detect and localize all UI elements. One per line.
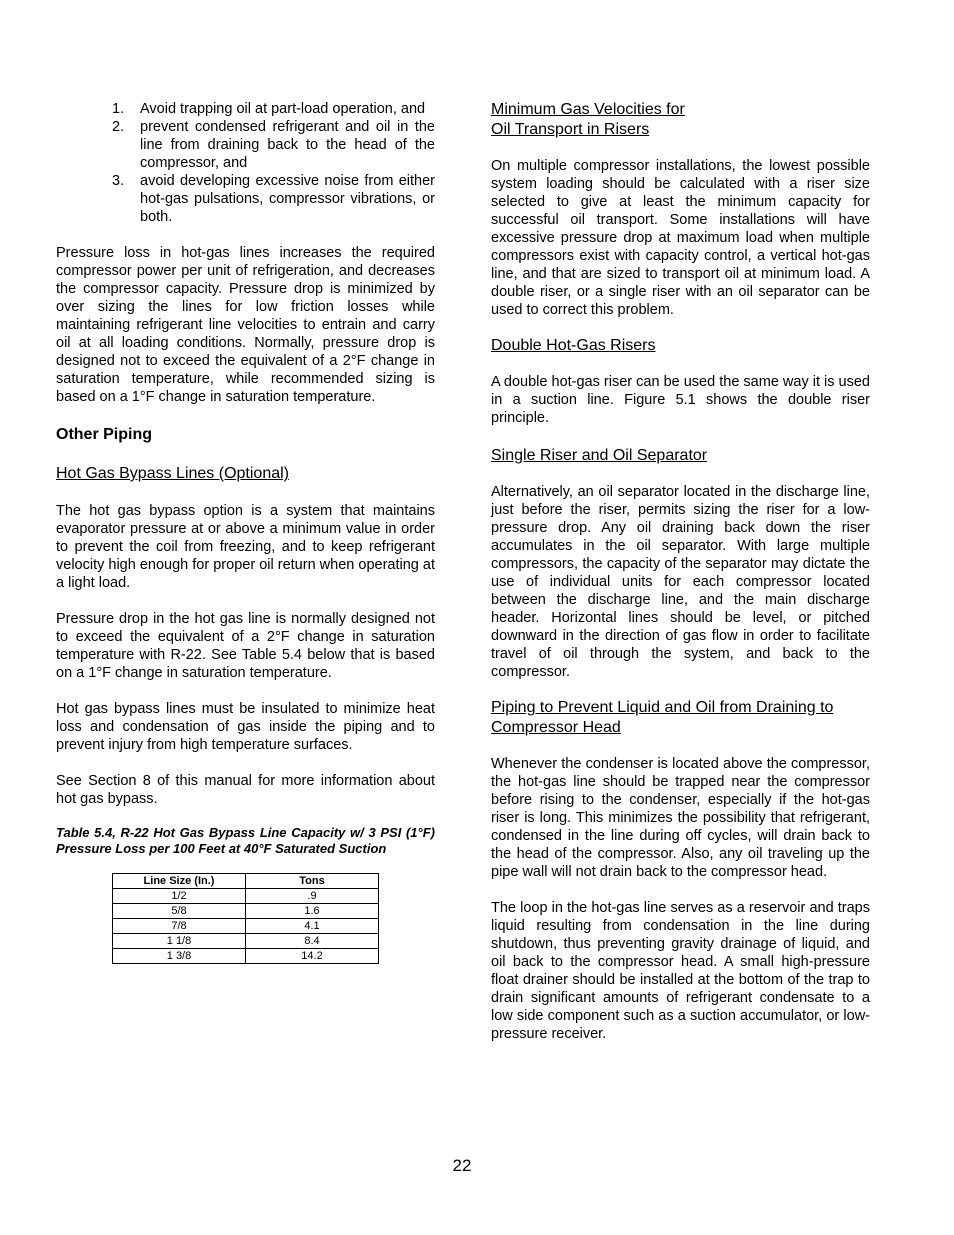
cell-line-size: 1 1/8	[113, 934, 246, 949]
cell-line-size: 7/8	[113, 919, 246, 934]
paragraph-pressure-loss: Pressure loss in hot-gas lines increases the required compressor power per unit of refrigeration, and decreases the compressor capacity. Pressure drop is minimized by over sizing the lines for low friction losses while maintaining refrigerant line velocities to entrain and carry oil at all loading conditions. Normally, pressure drop is designed not to exceed the equivalent of a 2°F change in saturation temperature, while recommended sizing is based on a 1°F change in saturation temperature.	[56, 245, 435, 405]
paragraph-velocities: On multiple compressor installations, the lowest possible system loading should be calculated with a riser size selected to give at least the minimum capacity for successful oil transport. Some installations will have excessive pressure drop at maximum load when multiple compressors exist with capacity control, a vertical hot-gas line, and that are sized to transport oil at minimum load. A double riser, or a single riser with an oil separator can be used to correct this problem.	[491, 158, 870, 318]
right-column	[491, 100, 870, 1043]
paragraph-prevent-2: The loop in the hot-gas line serves as a reservoir and traps liquid resulting from condensation in the line during shutdown, thus preventing gravity drainage of liquid, and oil back to the compressor head. A small high-pressure float drainer should be installed at the bottom of the trap to drain significant amounts of refrigerant condensate to a low side component such as a suction accumulator, or low-pressure receiver.	[491, 900, 870, 1042]
cell-line-size: 1/2	[113, 889, 246, 904]
list-text: prevent condensed refrigerant and oil in the line from draining back to the head of the compressor, and	[140, 119, 435, 171]
paragraph-bypass-3: Hot gas bypass lines must be insulated to minimize heat loss and condensation of gas inside the piping and to prevent injury from high temperature surfaces.	[56, 701, 435, 753]
list-text: Avoid trapping oil at part-load operation, and	[140, 101, 426, 117]
cell-line-size: 5/8	[113, 904, 246, 919]
subheading-gas-velocities	[491, 100, 870, 140]
list-item	[56, 100, 435, 118]
list-number: 1.	[112, 101, 125, 117]
subheading-single-riser: Single Riser and Oil Separator	[491, 447, 708, 464]
table-row	[113, 919, 379, 934]
paragraph-double-risers: A double hot-gas riser can be used the same way it is used in a suction line. Figure 5.1 shows the double riser principle.	[491, 374, 870, 426]
table-row	[113, 934, 379, 949]
paragraph-single-riser: Alternatively, an oil separator located in the discharge line, just before the riser, permits sizing the riser for a low-pressure drop. Any oil draining back down the riser accumulates in the oil separator. With large multiple compressors, the capacity of the separator may dictate the use of individual units for each compressor located between the discharge line, and the main discharge header. Horizontal lines should be level, or pitched downward in the direction of gas flow in order to facilitate travel of oil through the system, and back to the compressor.	[491, 484, 870, 680]
column-header: Tons	[246, 874, 379, 889]
list-number: 2.	[112, 119, 125, 135]
table-caption: Table 5.4, R-22 Hot Gas Bypass Line Capacity w/ 3 PSI (1°F) Pressure Loss per 100 Feet at 40°F Saturated Suction	[56, 825, 435, 856]
paragraph-bypass-4: See Section 8 of this manual for more information about hot gas bypass.	[56, 773, 435, 807]
numbered-list	[56, 100, 435, 226]
cell-tons: 8.4	[246, 934, 379, 949]
table-row	[113, 949, 379, 964]
subheading-prevent-draining: Piping to Prevent Liquid and Oil from Draining to Compressor Head	[491, 699, 834, 736]
paragraph-prevent-1: Whenever the condenser is located above the compressor, the hot-gas line should be trapped near the compressor before rising to the condenser, especially if the hot-gas riser is long. This minimizes the possibility that refrigerant, condensed in the line during off cycles, will drain back to the head of the compressor. Also, any oil traveling up the pipe wall will not drain back to the compressor head.	[491, 756, 870, 880]
list-number: 3.	[112, 173, 125, 189]
list-item	[56, 118, 435, 172]
subheading-line-2: Oil Transport in Risers	[491, 121, 650, 138]
table-row	[113, 904, 379, 919]
paragraph-bypass-1: The hot gas bypass option is a system that maintains evaporator pressure at or above a minimum value in order to prevent the coil from freezing, and to keep refrigerant velocity high enough for proper oil return when operating at a light load.	[56, 503, 435, 591]
left-column	[56, 100, 435, 964]
table-header-row	[113, 874, 379, 889]
subheading-double-risers: Double Hot-Gas Risers	[491, 337, 656, 354]
cell-line-size: 1 3/8	[113, 949, 246, 964]
subheading-line-1: Minimum Gas Velocities for	[491, 101, 685, 118]
cell-tons: 1.6	[246, 904, 379, 919]
capacity-table	[112, 873, 379, 964]
paragraph-bypass-2: Pressure drop in the hot gas line is normally designed not to exceed the equivalent of a 2°F change in saturation temperature with R-22. See Table 5.4 below that is based on a 1°F change in saturation temperature.	[56, 611, 435, 681]
heading-other-piping: Other Piping	[56, 426, 152, 443]
column-header: Line Size (In.)	[113, 874, 246, 889]
subheading-hot-gas-bypass: Hot Gas Bypass Lines (Optional)	[56, 465, 289, 482]
page-number: 22	[452, 1156, 472, 1175]
cell-tons: .9	[246, 889, 379, 904]
list-item	[56, 172, 435, 226]
cell-tons: 14.2	[246, 949, 379, 964]
cell-tons: 4.1	[246, 919, 379, 934]
list-text: avoid developing excessive noise from either hot-gas pulsations, compressor vibrations, or both.	[140, 173, 435, 225]
table-row	[113, 889, 379, 904]
